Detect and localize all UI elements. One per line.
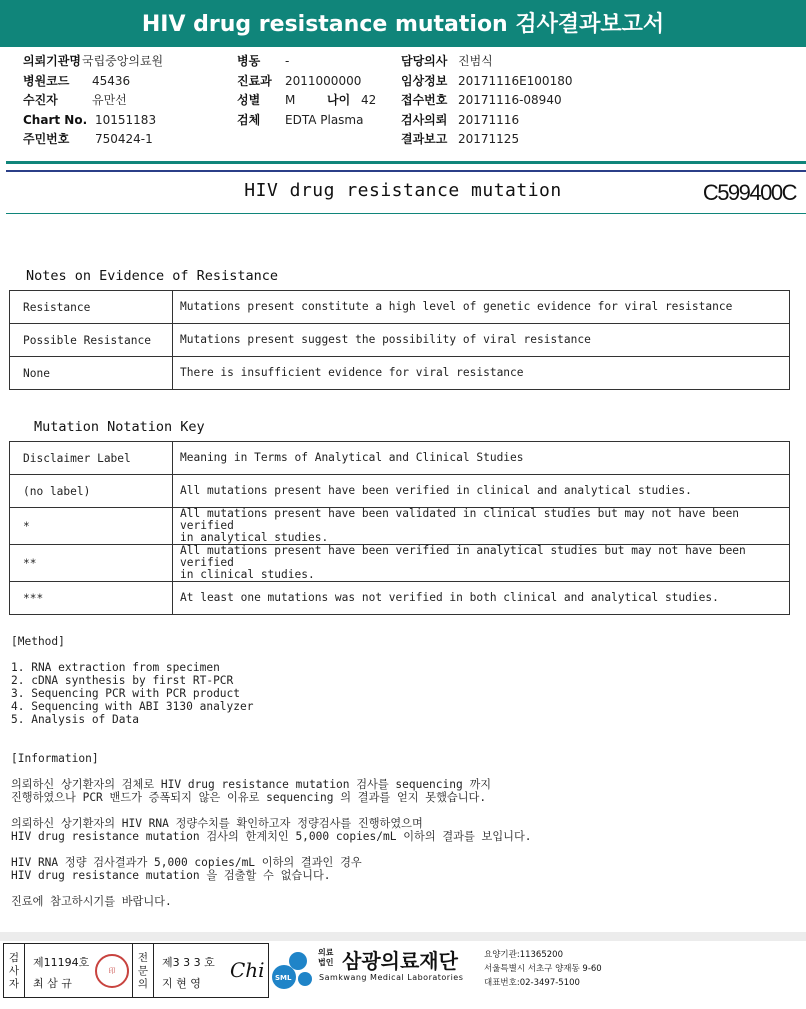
info-value-receipt-no: 20171116-08940 [458,93,562,107]
information-line: HIV drug resistance mutation 을 검출할 수 없습니다. [11,869,331,882]
table-cell-label: Disclaimer Label [10,442,173,475]
info-label-hospital-code: 병원코드 [23,73,70,88]
info-label-doctor: 담당의사 [401,54,448,68]
information-line: 진행하였으나 PCR 밴드가 증폭되지 않은 이유로 sequencing 의 결과를 얻지 못했습니다. [11,791,487,804]
table-cell-text-line: All mutations present have been validated in clinical studies but may not have been verified [180,507,740,532]
table-cell-text [173,442,790,475]
info-value-hospital-code: 45436 [92,73,131,88]
signature-box [3,943,269,998]
info-value-ward: - [285,54,290,68]
specialist-label [133,944,154,997]
info-value-requester: 국립중앙의료원 [82,54,164,68]
table-cell-label: Possible Resistance [10,324,173,357]
logo-icon [289,952,307,970]
table-cell-label: (no label) [10,475,173,508]
org-english-name: Samkwang Medical Laboratories [319,973,464,982]
org-contact [484,948,602,990]
info-label-specimen: 검체 [237,112,261,127]
information-title: [Information] [11,752,99,765]
table-cell-text: Mutations present constitute a high level of genetic evidence for viral resistance [173,291,790,324]
table-cell-text-line: At least one mutations was not verified in both clinical and analytical studies. [180,591,719,604]
info-value-patient: 유만선 [92,93,127,107]
signature: Chi [230,958,265,982]
table-row [10,508,790,545]
logo-icon [298,972,312,986]
table-row [10,357,790,390]
table-cell-text: Mutations present suggest the possibility of viral resistance [173,324,790,357]
info-value-specimen: EDTA Plasma [285,112,364,127]
info-label-requester: 의뢰기관명 [23,54,81,68]
org-address: 서울특별시 서초구 양재동 9-60 [484,964,602,974]
info-value-department: 2011000000 [285,73,362,88]
org-phone: 대표번호:02-3497-5100 [484,978,580,988]
table-cell-text [173,545,790,582]
notes-table [9,290,790,390]
specialist-cert-no: 제3 3 3 호 [162,956,215,969]
patient-info-col2 [237,52,376,130]
info-value-age: 42 [361,93,377,107]
info-label-resident-no: 주민번호 [23,132,70,146]
table-row [10,545,790,582]
org-prefix: 의료법인 [318,948,334,967]
table-row [10,324,790,357]
info-label-age: 나이 [327,93,351,107]
info-value-request-date: 20171116 [458,112,520,127]
footer-band [0,932,806,941]
info-value-sex: M [285,93,296,107]
information-line: 진료에 참고하시기를 바랍니다. [11,895,172,908]
specialist-cert-cell [154,944,268,997]
key-section-title: Mutation Notation Key [34,419,205,435]
info-label-department: 진료과 [237,73,272,88]
table-row [10,442,790,475]
method-step: 3. Sequencing PCR with PCR product [11,687,241,700]
table-cell-label: *** [10,582,173,615]
info-label-chart-no: Chart No. [23,112,88,127]
info-value-doctor: 진범식 [458,54,493,68]
info-label-report-date: 결과보고 [401,132,448,146]
org-facility-code: 요양기관:11365200 [484,950,563,960]
table-cell-text [173,508,790,545]
test-title: HIV drug resistance mutation [244,180,562,201]
info-label-sex: 성별 [237,93,261,107]
method-step: 5. Analysis of Data [11,713,139,726]
divider [6,213,806,214]
org-name: 삼광의료재단 [342,949,458,973]
table-cell-text: There is insufficient evidence for viral resistance [173,357,790,390]
patient-info-col3 [401,52,572,150]
information-line: HIV drug resistance mutation 검사의 한계치인 5,000 copies/mL 이하의 결과를 보입니다. [11,830,532,843]
divider [6,161,806,164]
info-value-report-date: 20171125 [458,132,520,146]
table-cell-text-line: All mutations present have been verified in clinical and analytical studies. [180,484,692,497]
divider [6,170,806,172]
method-step: 4. Sequencing with ABI 3130 analyzer [11,700,254,713]
key-table [9,441,790,615]
table-cell-label: None [10,357,173,390]
table-cell-label: ** [10,545,173,582]
table-row [10,475,790,508]
specialist-name: 지 현 영 [162,977,201,990]
tester-label-text: 검사자 [8,952,20,990]
table-cell-text [173,582,790,615]
table-cell-text-line: All mutations present have been verified in analytical studies but may not have been verified [180,544,746,569]
table-cell-text [173,475,790,508]
report-title: HIV drug resistance mutation 검사결과보고서 [0,0,806,47]
table-row [10,291,790,324]
table-cell-label: * [10,508,173,545]
tester-cert-cell [25,944,133,997]
table-cell-text-line: in analytical studies. [180,531,329,544]
info-value-resident-no: 750424-1 [95,132,153,146]
table-cell-text-line: in clinical studies. [180,568,315,581]
information-line: HIV RNA 정량 검사결과가 5,000 copies/mL 이하의 결과인 경우 [11,856,362,869]
tester-cert-no: 제11194호 [33,956,90,969]
table-cell-label: Resistance [10,291,173,324]
method-title: [Method] [11,635,65,648]
specialist-label-text: 전문의 [137,952,149,990]
tester-label [4,944,25,997]
info-label-patient: 수진자 [23,93,58,107]
test-code: C599400C [702,180,796,205]
patient-info-col1 [23,52,163,150]
table-cell-text-line: Meaning in Terms of Analytical and Clinical Studies [180,451,524,464]
info-label-ward: 병동 [237,54,261,68]
notes-section-title: Notes on Evidence of Resistance [26,268,278,284]
seal-stamp-icon: 印 [95,954,129,988]
method-step: 2. cDNA synthesis by first RT-PCR [11,674,234,687]
table-row [10,582,790,615]
info-label-receipt-no: 접수번호 [401,93,448,107]
tester-name: 최 삼 규 [33,977,72,990]
method-step: 1. RNA extraction from specimen [11,661,220,674]
information-line: 의뢰하신 상기환자의 검체로 HIV drug resistance mutation 검사를 sequencing 까지 [11,778,492,791]
info-value-chart-no: 10151183 [95,112,157,127]
logo-badge: SML [275,974,292,982]
info-label-clinical-info: 임상정보 [401,73,448,88]
information-line: 의뢰하신 상기환자의 HIV RNA 정량수치를 확인하고자 정량검사를 진행하였으며 [11,817,423,830]
info-value-clinical-info: 20171116E100180 [458,73,573,88]
info-label-request-date: 검사의뢰 [401,112,448,127]
